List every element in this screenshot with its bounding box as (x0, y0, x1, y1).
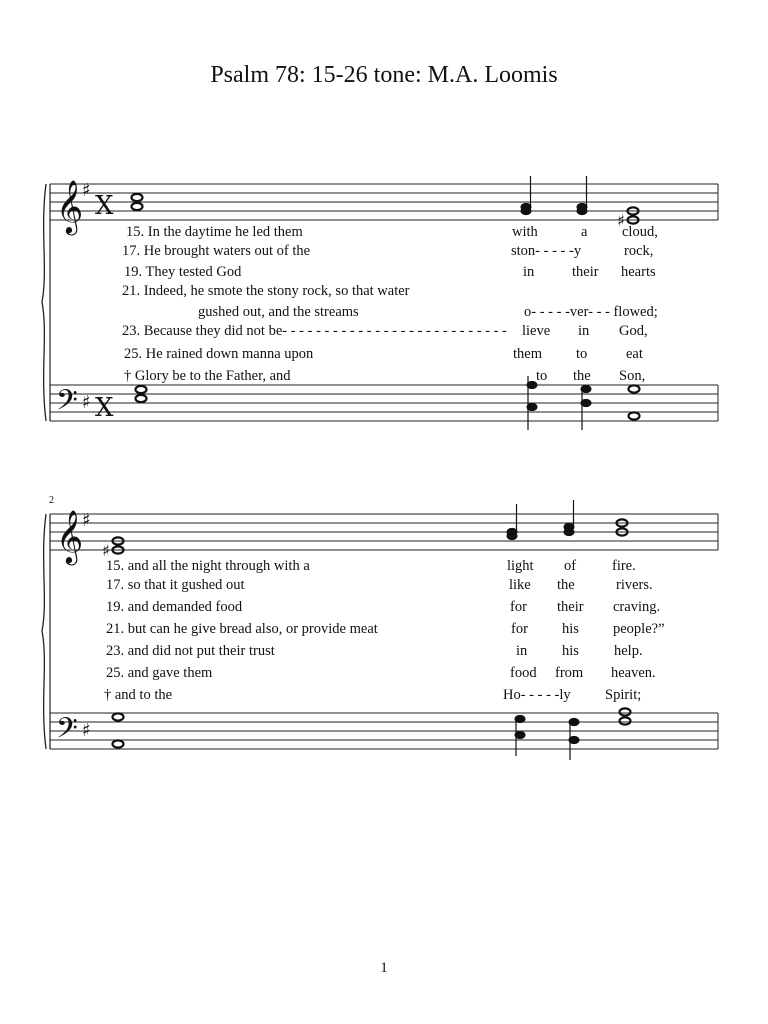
lyric-syllable: fire. (612, 558, 636, 574)
lyric-syllable: hearts (621, 264, 656, 280)
lyric-syllable: eat (626, 346, 643, 362)
lyric-syllable: Ho- - - - -ly (503, 687, 571, 703)
lyric-line: gushed out, and the streams (198, 304, 359, 320)
lyric-syllable: o- - - - -ver- - - flowed; (524, 304, 658, 320)
lyric-syllable: rivers. (616, 577, 653, 593)
treble-chord-1 (113, 537, 124, 553)
system-brace (42, 184, 46, 421)
page-title: Psalm 78: 15-26 tone: M.A. Loomis (210, 62, 558, 88)
measure-number: 2 (49, 495, 54, 506)
lyric-syllable: from (555, 665, 584, 681)
lyric-syllable: the (557, 577, 575, 593)
lyric-syllable: to (576, 346, 588, 362)
lyric-line: 17. so that it gushed out (106, 577, 245, 593)
chant-mark-icon: X (95, 393, 114, 423)
lyric-syllable: in (516, 643, 528, 659)
lyric-syllable: his (562, 643, 579, 659)
lyric-syllable: ston- - - - -y (511, 243, 582, 259)
lyric-line: † and to the (104, 687, 173, 703)
lyric-line: 15. In the daytime he led them (126, 224, 303, 240)
lyric-line: 23. and did not put their trust (106, 643, 275, 659)
lyric-syllable: lieve (522, 323, 551, 339)
lyric-syllable: for (511, 621, 528, 637)
lyric-syllable: of (564, 558, 577, 574)
lyric-syllable: light (507, 558, 534, 574)
sharp-icon: ♯ (82, 392, 91, 413)
sharp-icon: ♯ (617, 211, 625, 230)
lyric-syllable: God, (619, 323, 648, 339)
lyric-syllable: with (512, 224, 538, 240)
lyric-line: 21. Indeed, he smote the stony rock, so that water (122, 283, 410, 299)
lyric-syllable: a (581, 224, 588, 240)
treble-clef-icon: 𝄞 (56, 509, 84, 563)
lyric-syllable: his (562, 621, 579, 637)
lyric-syllable: Son, (619, 368, 646, 384)
lyric-syllable: food (510, 665, 537, 681)
treble-quarter-notes (507, 500, 574, 540)
treble-chord-final (617, 519, 628, 535)
lyric-syllable: like (509, 577, 531, 593)
lyric-syllable: to (536, 368, 548, 384)
lyric-line: † Glory be to the Father, and (124, 368, 291, 384)
sharp-icon: ♯ (82, 720, 91, 741)
system-brace (42, 514, 46, 749)
lyric-line: 25. and gave them (106, 665, 213, 681)
lyric-syllable: craving. (613, 599, 661, 615)
bass-clef-icon: 𝄢 (56, 384, 78, 424)
lyric-syllable: rock, (624, 243, 654, 259)
chant-mark-icon: X (95, 191, 114, 221)
lyric-line: 17. He brought waters out of the (122, 243, 311, 259)
lyric-line: 19. and demanded food (106, 599, 243, 615)
lyric-syllable: their (572, 264, 599, 280)
lyric-line: 15. and all the night through with a (106, 558, 310, 574)
lyric-syllable: people?” (613, 621, 665, 637)
sharp-icon: ♯ (82, 180, 91, 201)
treble-quarter-notes (521, 176, 587, 215)
lyric-line: 21. but can he give bread also, or provide meat (106, 621, 378, 637)
lyric-syllable: their (557, 599, 584, 615)
sharp-icon: ♯ (102, 541, 110, 560)
lyric-syllable: the (573, 368, 591, 384)
lyric-syllable: in (578, 323, 590, 339)
lyric-syllable: them (513, 346, 542, 362)
lyric-line: 25. He rained down manna upon (124, 346, 314, 362)
lyric-syllable: help. (614, 643, 643, 659)
page-number: 1 (380, 960, 388, 976)
lyric-syllable: Spirit; (605, 687, 642, 703)
lyric-syllable: cloud, (622, 224, 658, 240)
lyric-line: 19. They tested God (124, 264, 242, 280)
lyric-syllable: in (523, 264, 535, 280)
lyric-line: 23. Because they did not be- - - - - - - - - - - - - - - - - - - - - - - - - - - (122, 323, 507, 339)
bass-clef-icon: 𝄢 (56, 712, 78, 752)
treble-chord-final (628, 207, 639, 223)
sharp-icon: ♯ (82, 510, 91, 531)
treble-clef-icon: 𝄞 (56, 179, 84, 233)
lyric-syllable: heaven. (611, 665, 656, 681)
lyric-syllable: for (510, 599, 527, 615)
music-system-1 (0, 170, 768, 430)
